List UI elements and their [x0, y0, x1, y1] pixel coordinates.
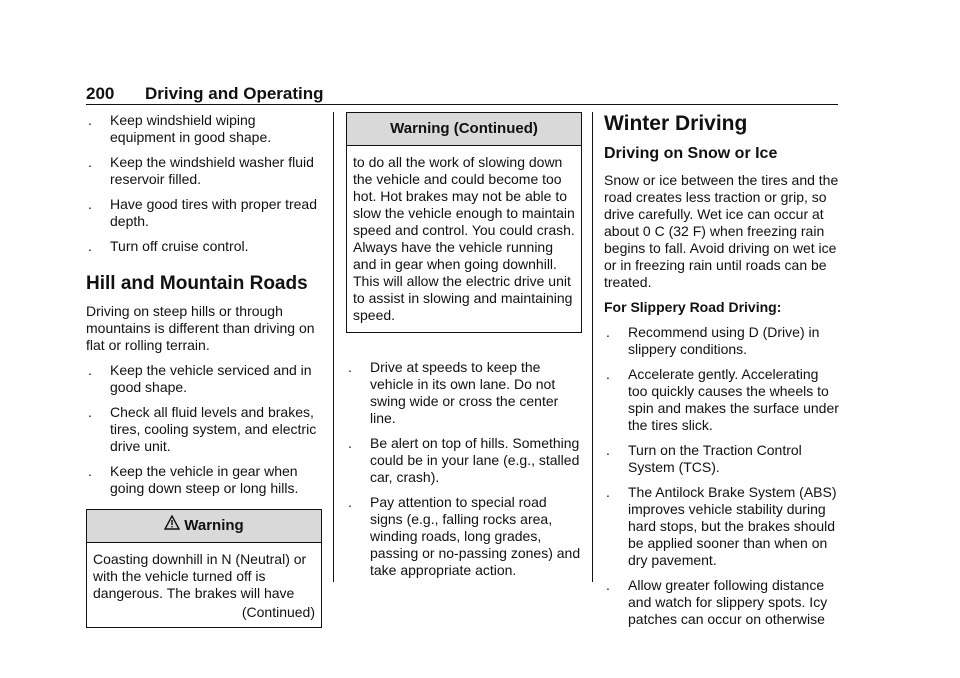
bullet-glyph: .	[88, 463, 92, 479]
bullet-glyph: .	[348, 435, 352, 451]
warning-continued-box	[346, 112, 582, 333]
continued-label: (Continued)	[241, 604, 315, 620]
winter-intro: Snow or ice between the tires and the road creates less traction or grip, so drive carefully. Wet ice can occur at about 0 C (32 F) when freezing rain begins to fall. Avoid driving on wet ice or in freezing rain until roads can be treated.	[604, 172, 839, 290]
section-title: Driving and Operating	[145, 84, 324, 103]
bullet-glyph: .	[606, 366, 610, 382]
warning-body: Coasting downhill in N (Neutral) or with the vehicle turned off is dangerous. The brakes will have (Continued)	[93, 551, 315, 620]
list-item: . Recommend using D (Drive) in slippery conditions.	[606, 324, 820, 357]
bullet-glyph: .	[606, 484, 610, 500]
list-item: . Turn off cruise control.	[88, 238, 249, 254]
warning-continued-header: Warning (Continued)	[347, 113, 581, 146]
snow-ice-subheading: Driving on Snow or Ice	[604, 145, 778, 162]
bullet-glyph: .	[88, 112, 92, 128]
list-item: . Pay attention to special road signs (e.g., falling rocks area, winding roads, long grades, passing or no-passing zones) and take appropriate action.	[348, 494, 581, 578]
list-item: . Be alert on top of hills. Something could be in your lane (e.g., stalled car, crash).	[348, 435, 580, 485]
column-divider-1	[333, 112, 334, 582]
slippery-lead: For Slippery Road Driving:	[604, 299, 782, 315]
bullet-glyph: .	[606, 442, 610, 458]
bullet-glyph: .	[88, 154, 92, 170]
page-header	[86, 82, 838, 105]
list-item: . Have good tires with proper tread depth.	[88, 196, 317, 229]
list-item: . The Antilock Brake System (ABS) improves vehicle stability during hard stops, but the brakes should be applied sooner than when on dry pavement.	[606, 484, 837, 568]
page-number: 200	[86, 84, 115, 103]
list-item: . Turn on the Traction Control System (TCS).	[606, 442, 802, 475]
warning-title: Warning	[184, 517, 244, 534]
bullet-glyph: .	[606, 324, 610, 340]
list-item: . Accelerate gently. Accelerating too quickly causes the wheels to spin and makes the surface under the tires slick.	[606, 366, 839, 433]
list-item: . Allow greater following distance and watch for slippery spots. Icy patches can occur on otherwise	[606, 577, 828, 627]
bullet-glyph: .	[348, 359, 352, 375]
warning-triangle-icon	[164, 510, 180, 542]
bullet-glyph: .	[348, 494, 352, 510]
bullet-glyph: .	[88, 238, 92, 254]
column-1	[86, 112, 322, 628]
column-divider-2	[592, 112, 593, 582]
list-item: . Check all fluid levels and brakes, tires, cooling system, and electric drive unit.	[88, 404, 317, 454]
hill-heading: Hill and Mountain Roads	[86, 273, 308, 294]
bullet-glyph: .	[88, 196, 92, 212]
bullet-glyph: .	[88, 404, 92, 420]
warning-continued-body: to do all the work of slowing down the vehicle and could become too hot. Hot brakes may not be able to slow the vehicle enough to maintain speed and control. You could crash. Always have the vehicle running and in gear when going downhill. This will allow the electric drive unit to assist in slowing and maintaining speed.	[353, 154, 575, 323]
list-item: . Drive at speeds to keep the vehicle in its own lane. Do not swing wide or cross the center line.	[348, 359, 559, 426]
warning-header	[87, 510, 321, 543]
bullet-glyph: .	[88, 362, 92, 378]
bullet-glyph: .	[606, 577, 610, 593]
column-3	[604, 112, 840, 636]
column-2	[346, 112, 582, 587]
list-item: . Keep windshield wiping equipment in good shape.	[88, 112, 272, 145]
hill-intro: Driving on steep hills or through mountains is different than driving on flat or rolling terrain.	[86, 303, 315, 353]
list-item: . Keep the vehicle serviced and in good shape.	[88, 362, 312, 395]
winter-heading: Winter Driving	[604, 112, 748, 135]
list-item: . Keep the windshield washer fluid reservoir filled.	[88, 154, 314, 187]
list-item: . Keep the vehicle in gear when going down steep or long hills.	[88, 463, 299, 496]
warning-box	[86, 509, 322, 628]
